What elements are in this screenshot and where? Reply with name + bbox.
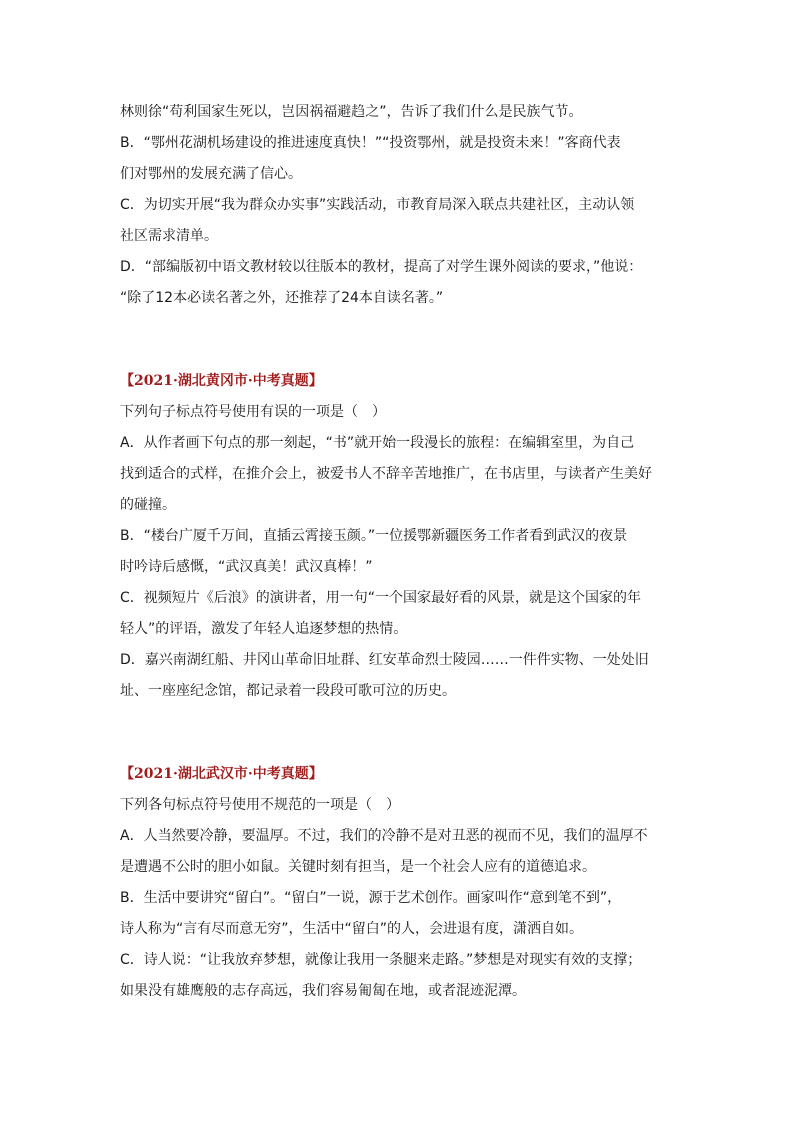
text-line: 的碰撞。 <box>120 497 176 513</box>
option-b-line: B．生活中要讲究“留白”。“留白”一说，源于艺术创作。画家叫作“意到笔不到”， <box>120 890 622 906</box>
text-line: “除了12本必读名著之外，还推荐了24本自读名著。” <box>120 290 444 306</box>
option-a-line: A．从作者画下句点的那一刻起，“书”就开始一段漫长的旅程：在编辑室里，为自己 <box>120 435 635 451</box>
text-line: 诗人称为“言有尽而意无穷”，生活中“留白”的人，会进退有度，潇洒自如。 <box>120 921 584 937</box>
text-line: 找到适合的式样，在推介会上，被爱书人不辞辛苦地推广，在书店里，与读者产生美好 <box>120 466 652 482</box>
question-stem: 下列句子标点符号使用有误的一项是（ ） <box>120 404 386 420</box>
option-c-line: C．为切实开展“我为群众办实事”实践活动，市教育局深入联点共建社区，主动认领 <box>120 197 635 213</box>
text-line: 社区需求清单。 <box>120 228 218 244</box>
question-stem: 下列各句标点符号使用不规范的一项是（ ） <box>120 797 400 813</box>
text-line: 时吟诗后感慨，“武汉真美！武汉真棒！” <box>120 559 373 575</box>
option-d-line: D．“部编版初中语文教材较以往版本的教材，提高了对学生课外阅读的要求，”他说： <box>120 259 643 275</box>
document-page <box>120 97 680 1007</box>
option-b-line: B．“楼台广厦千万间，直插云霄接玉颜。”一位援鄂新疆医务工作者看到武汉的夜景 <box>120 528 628 544</box>
text-line: 轻人”的评语，激发了年轻人追逐梦想的热情。 <box>120 621 408 637</box>
text-line: 是遭遇不公时的胆小如鼠。关键时刻有担当，是一个社会人应有的道德追求。 <box>120 859 596 875</box>
text-line: 如果没有雄鹰般的志存高远，我们容易匍匐在地，或者混迹泥潭。 <box>120 983 526 999</box>
option-b-line: B．“鄂州花湖机场建设的推进速度真快！”“投资鄂州，就是投资未来！”客商代表 <box>120 135 621 151</box>
text-line: 们对鄂州的发展充满了信心。 <box>120 166 302 182</box>
option-c-line: C．视频短片《后浪》的演讲者，用一句“一个国家最好看的风景，就是这个国家的年 <box>120 590 642 606</box>
text-line: 林则徐“苟利国家生死以，岂因祸福避趋之”，告诉了我们什么是民族气节。 <box>120 104 583 120</box>
question-source-header: 【2021·湖北黄冈市·中考真题】 <box>120 373 323 389</box>
text-line: 址、一座座纪念馆，都记录着一段段可歌可泣的历史。 <box>120 683 456 699</box>
question-wuhan <box>120 759 680 1007</box>
question-source-header: 【2021·湖北武汉市·中考真题】 <box>120 766 323 782</box>
option-d-line: D．嘉兴南湖红船、井冈山革命旧址群、红安革命烈士陵园……一件件实物、一处处旧 <box>120 652 649 668</box>
option-c-line: C．诗人说：“让我放弃梦想，就像让我用一条腿来走路。”梦想是对现实有效的支撑； <box>120 952 642 968</box>
option-a-line: A．人当然要冷静，要温厚。不过，我们的冷静不是对丑恶的视而不见，我们的温厚不 <box>120 828 648 844</box>
question-continuation <box>120 97 680 314</box>
question-huanggang <box>120 366 680 707</box>
